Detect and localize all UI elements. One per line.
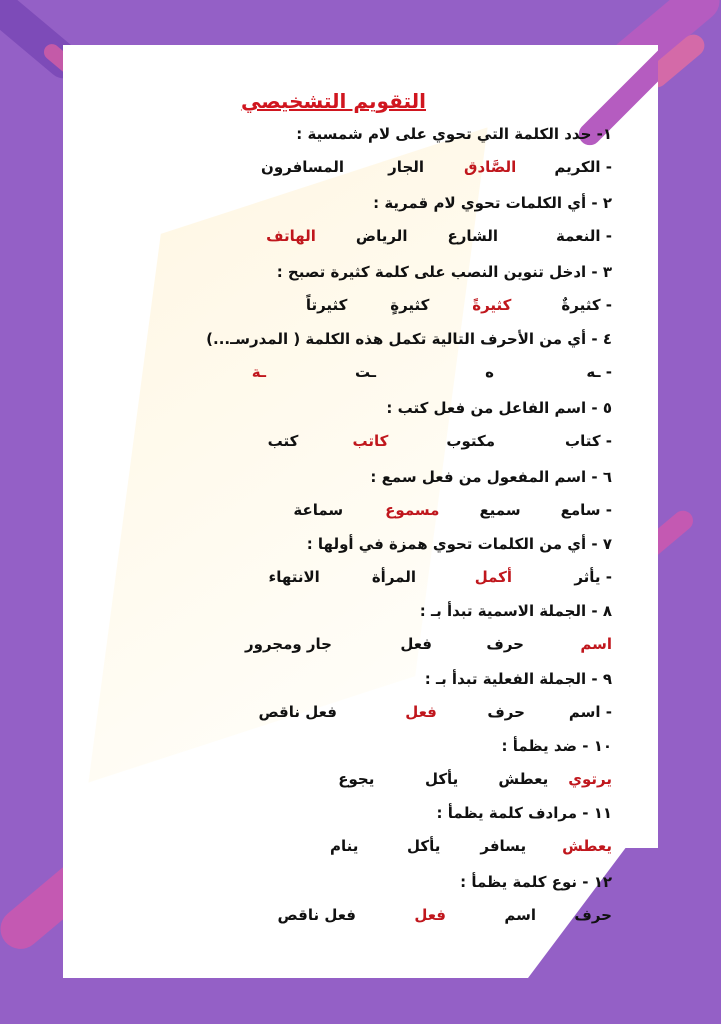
answer-options bbox=[229, 568, 612, 586]
answer-option[interactable]: مكتوب bbox=[446, 432, 495, 450]
answer-options bbox=[221, 158, 612, 176]
answer-option[interactable]: سميع bbox=[479, 501, 521, 519]
answer-option[interactable]: كتب bbox=[267, 432, 299, 450]
answer-option[interactable]: ه bbox=[485, 363, 494, 381]
correct-option[interactable]: كثيرةً bbox=[472, 296, 512, 314]
answer-option[interactable]: يأكل bbox=[407, 837, 441, 855]
answer-option[interactable]: - يأثر bbox=[574, 568, 612, 586]
answer-option[interactable]: - كثيرةٌ bbox=[561, 296, 612, 314]
answer-option[interactable]: - سامع bbox=[560, 501, 612, 519]
correct-option[interactable]: الصَّادق bbox=[464, 158, 517, 176]
answer-option[interactable]: فعل ناقص bbox=[277, 906, 356, 924]
answer-option[interactable]: يسافر bbox=[480, 837, 527, 855]
answer-options bbox=[238, 906, 612, 924]
correct-option[interactable]: مسموع bbox=[385, 501, 440, 519]
answer-option[interactable]: الشارع bbox=[447, 227, 499, 245]
question-2: ٢ - أي الكلمات تحوي لام قمرية : bbox=[373, 194, 612, 212]
correct-option[interactable]: أكمل bbox=[474, 568, 512, 586]
correct-option[interactable]: ـة bbox=[251, 363, 266, 381]
correct-option[interactable]: فعل bbox=[414, 906, 446, 924]
answer-option[interactable]: ينام bbox=[330, 837, 359, 855]
answer-option[interactable]: حرف bbox=[487, 703, 525, 721]
answer-options bbox=[218, 703, 612, 721]
question-5: ٥ - اسم الفاعل من فعل كتب : bbox=[386, 399, 612, 417]
question-7: ٧ - أي من الكلمات تحوي همزة في أولها : bbox=[306, 535, 612, 553]
correct-option[interactable]: الهاتف bbox=[266, 227, 316, 245]
correct-option[interactable]: اسم bbox=[580, 635, 612, 653]
question-6: ٦ - اسم المفعول من فعل سمع : bbox=[370, 468, 612, 486]
correct-option[interactable]: فعل bbox=[405, 703, 437, 721]
question-3: ٣ - ادخل تنوين النصب على كلمة كثيرة تصبح : bbox=[276, 263, 612, 281]
correct-option[interactable]: يعطش bbox=[562, 837, 612, 855]
answer-options bbox=[218, 432, 612, 450]
answer-option[interactable]: سماعة bbox=[293, 501, 344, 519]
question-9: ٩ - الجملة الفعلية تبدأ بـ : bbox=[424, 670, 612, 688]
answer-option[interactable]: كثيرةٍ bbox=[390, 296, 430, 314]
question-11: ١١ - مرادف كلمة يظمأ : bbox=[436, 804, 612, 822]
answer-option[interactable]: - الكريم bbox=[554, 158, 612, 176]
answer-option[interactable]: الجار bbox=[388, 158, 425, 176]
answer-option[interactable]: الرياض bbox=[355, 227, 408, 245]
answer-option[interactable]: يأكل bbox=[424, 770, 459, 788]
answer-option[interactable]: - اسم bbox=[568, 703, 612, 721]
worksheet-title: التقويم التشخيصي bbox=[240, 89, 426, 113]
correct-option[interactable]: كاتب bbox=[352, 432, 389, 450]
question-10: ١٠ - ضد يظمأ : bbox=[501, 737, 612, 755]
worksheet-page bbox=[63, 45, 658, 978]
answer-option[interactable]: ـت bbox=[354, 363, 376, 381]
answer-option[interactable]: - ـه bbox=[586, 363, 612, 381]
answer-option[interactable]: جار ومجرور bbox=[244, 635, 332, 653]
question-8: ٨ - الجملة الاسمية تبدأ بـ : bbox=[419, 602, 612, 620]
question-4: ٤ - أي من الأحرف التالية تكمل هذه الكلمة ( المدرسـ...) bbox=[206, 330, 612, 348]
answer-option[interactable]: فعل bbox=[400, 635, 432, 653]
answer-options bbox=[253, 501, 612, 519]
worksheet-content bbox=[92, 45, 612, 945]
answer-options bbox=[186, 363, 612, 381]
answer-option[interactable]: المرأة bbox=[371, 568, 416, 586]
answer-option[interactable]: اسم bbox=[504, 906, 536, 924]
question-1: ١- حدد الكلمة التي تحوي على لام شمسية : bbox=[296, 125, 612, 143]
answer-options bbox=[294, 770, 612, 788]
answer-option[interactable]: الانتهاء bbox=[268, 568, 320, 586]
answer-option[interactable]: فعل ناقص bbox=[258, 703, 337, 721]
answer-option[interactable]: يجوع bbox=[338, 770, 375, 788]
answer-option[interactable]: - كتاب bbox=[565, 432, 612, 450]
answer-options bbox=[278, 837, 612, 855]
correct-option[interactable]: يرتوي bbox=[568, 770, 612, 788]
answer-option[interactable]: حرف bbox=[574, 906, 612, 924]
answer-options bbox=[205, 635, 612, 653]
answer-options bbox=[226, 227, 612, 245]
answer-options bbox=[266, 296, 612, 314]
answer-option[interactable]: حرف bbox=[486, 635, 524, 653]
answer-option[interactable]: المسافرون bbox=[261, 158, 345, 176]
answer-option[interactable]: كثيرتاً bbox=[305, 296, 348, 314]
answer-option[interactable]: يعطش bbox=[498, 770, 549, 788]
question-12: ١٢ - نوع كلمة يظمأ : bbox=[460, 873, 612, 891]
answer-option[interactable]: - النعمة bbox=[556, 227, 612, 245]
